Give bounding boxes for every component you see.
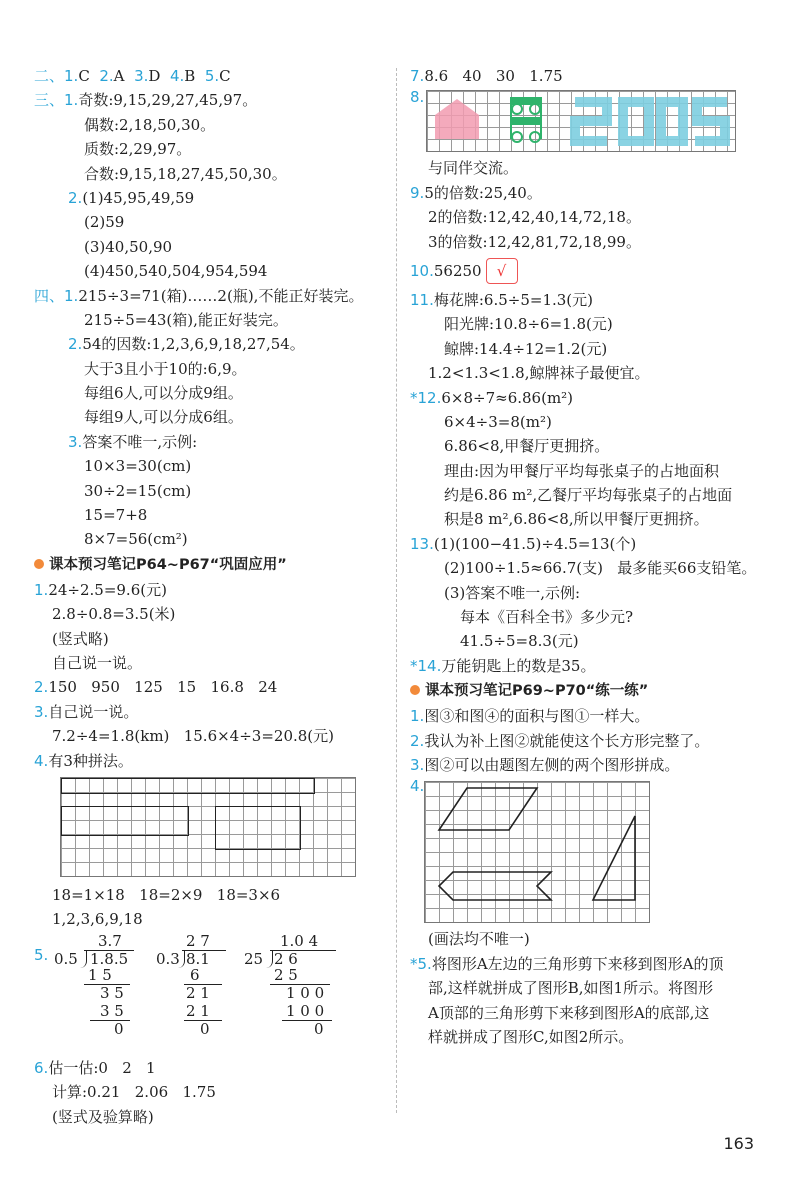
answer-line: 积是8 m²,6.86<8,所以甲餐厅更拥挤。 <box>444 510 709 529</box>
section-3-q2: 2.(1)45,95,49,59 <box>68 188 195 207</box>
answer-line: 3的倍数:12,42,81,72,18,99。 <box>428 232 641 251</box>
bullet-icon <box>410 685 420 695</box>
grid-shapes <box>425 782 649 922</box>
answer-line: (2)59 <box>84 213 125 232</box>
answer-line: 6.86<8,甲餐厅更拥挤。 <box>444 437 610 456</box>
house-shape <box>435 99 479 139</box>
problem-5: 5. 3.7 0.5 1.8.5 1 5 3 5 3 5 0 2 7 0.3 8.1 6 2 1 2 1 0 1.0 4 25 2 6 2 5 1 0 0 1 0 0 0 <box>34 932 389 1056</box>
bullet-icon <box>34 559 44 569</box>
digit-2 <box>575 102 607 141</box>
answer-line: 30÷2=15(cm) <box>84 481 192 500</box>
answer-line: 鲸牌:14.4÷12=1.2(元) <box>444 339 608 358</box>
answer-line: 与同伴交流。 <box>428 159 519 178</box>
car-wheel <box>530 132 540 142</box>
triangle-shape <box>593 816 635 900</box>
answer-line: 每组9人,可以分成6组。 <box>84 408 243 427</box>
column-divider <box>396 68 397 1113</box>
car-wheel <box>512 132 522 142</box>
section-4-q2: 2.54的因数:1,2,3,6,9,18,27,54。 <box>68 335 305 354</box>
section-2-answers: 二、1.C 2.A 3.D 4.B 5.C <box>34 67 231 85</box>
problem-2: 2.150 950 125 15 16.8 24 <box>34 678 278 697</box>
answer-line: 偶数:2,18,50,30。 <box>84 115 216 134</box>
answer-line: 6×4÷3=8(m²) <box>444 412 552 431</box>
digit-5 <box>695 102 727 141</box>
parallelogram-shape <box>439 788 537 830</box>
section-heading-p69: 课本预习笔记P69~P70“练一练” <box>410 678 780 704</box>
exercise-5: *5.将图形A左边的三角形剪下来移到图形A的顶 <box>410 954 724 973</box>
right-column <box>410 64 780 1049</box>
problem-7: 7.8.6 40 30 1.75 <box>410 67 563 85</box>
answer-line: 阳光牌:10.8÷6=1.8(元) <box>444 315 613 334</box>
answer-line: 18=1×18 18=2×9 18=3×6 <box>52 885 281 904</box>
answer-line: (3)答案不唯一,示例: <box>444 583 581 602</box>
section-3-q1: 三、1.奇数:9,15,29,27,45,97。 <box>34 91 258 110</box>
long-division-1: 3.7 0.5 1.8.5 1 5 3 5 3 5 0 <box>54 932 140 1056</box>
pattern-grid-figure <box>426 90 736 152</box>
long-division-2: 2 7 0.3 8.1 6 2 1 2 1 0 <box>156 932 236 1056</box>
answer-line: 10×3=30(cm) <box>84 457 192 476</box>
digit-shapes <box>575 102 727 141</box>
answer-line: (2)100÷1.5≈66.7(支) 最多能买66支铅笔。 <box>444 559 757 578</box>
answer-line: (3)40,50,90 <box>84 237 173 256</box>
answer-line: (画法均不唯一) <box>428 930 530 949</box>
answer-line: 计算:0.21 2.06 1.75 <box>52 1083 216 1102</box>
answer-line: 215÷5=43(箱),能正好装完。 <box>84 310 288 329</box>
answer-line: (竖式及验算略) <box>52 1107 154 1126</box>
digit-0 <box>623 102 649 141</box>
answer-line: 1,2,3,6,9,18 <box>52 910 143 929</box>
answer-line: 约是6.86 m²,乙餐厅平均每张桌子的占地面 <box>444 486 733 505</box>
tiling-grid-figure <box>60 777 356 877</box>
answer-line: 理由:因为甲餐厅平均每张桌子的占地面积 <box>444 461 720 480</box>
answer-line: 1.2<1.3<1.8,鲸牌袜子最便宜。 <box>428 364 650 383</box>
problem-11: 11.梅花牌:6.5÷5=1.3(元) <box>410 290 594 309</box>
exercise-2: 2.我认为补上图②就能使这个长方形完整了。 <box>410 731 710 750</box>
problem-9: 9.5的倍数:25,40。 <box>410 183 542 202</box>
answer-line: 自己说一说。 <box>52 653 143 672</box>
problem-1: 1.24÷2.5=9.6(元) <box>34 580 167 599</box>
answer-line: 样就拼成了图形C,如图2所示。 <box>428 1027 634 1046</box>
car-wheel <box>512 104 522 114</box>
answer-line: 质数:2,29,97。 <box>84 140 192 159</box>
problem-10: 10.56250 √ <box>410 254 780 288</box>
answer-line: A顶部的三角形剪下来移到图形A的底部,这 <box>428 1003 710 1022</box>
left-column <box>34 64 389 1129</box>
answer-line: (4)450,540,504,954,594 <box>84 262 268 281</box>
problem-12: *12.6×8÷7≈6.86(m²) <box>410 388 574 407</box>
digit-0 <box>661 102 683 141</box>
answer-line: 2的倍数:12,42,40,14,72,18。 <box>428 208 641 227</box>
problem-6: 6.估一估:0 2 1 <box>34 1058 156 1077</box>
exercise-4: 4. <box>410 777 780 927</box>
checkmark-icon: √ <box>486 258 518 284</box>
car-mid <box>511 117 541 125</box>
exercise-1: 1.图③和图④的面积与图①一样大。 <box>410 707 650 726</box>
answer-line: 2.8÷0.8=3.5(米) <box>52 605 176 624</box>
answer-line: 8×7=56(cm²) <box>84 530 188 549</box>
section-4-q1: 四、1.215÷3=71(箱)……2(瓶),不能正好装完。 <box>34 286 364 305</box>
answer-line: 合数:9,15,18,27,45,50,30。 <box>84 164 287 183</box>
rectangle-3x6 <box>215 806 301 850</box>
answer-line: 部,这样就拼成了图形B,如图1所示。将图形 <box>428 979 714 998</box>
problem-14: *14.万能钥匙上的数是35。 <box>410 656 596 675</box>
exercise-3: 3.图②可以由题图左侧的两个图形拼成。 <box>410 755 680 774</box>
rectangle-1x18 <box>61 778 315 794</box>
problem-8: 8. <box>410 88 780 156</box>
grid-drawings <box>427 91 735 151</box>
answer-line: 41.5÷5=8.3(元) <box>460 632 579 651</box>
arrow-shape <box>439 872 551 900</box>
problem-13: 13.(1)(100−41.5)÷4.5=13(个) <box>410 534 637 553</box>
section-4-q3: 3.答案不唯一,示例: <box>68 432 198 451</box>
answer-line: 15=7+8 <box>84 506 148 525</box>
shape-grid-figure <box>424 781 650 923</box>
rectangle-2x9 <box>61 806 189 836</box>
answer-line: 大于3且小于10的:6,9。 <box>84 359 247 378</box>
answer-line: (竖式略) <box>52 629 109 648</box>
car-wheel <box>530 104 540 114</box>
problem-4: 4.有3种拼法。 <box>34 751 133 770</box>
long-division-3: 1.0 4 25 2 6 2 5 1 0 0 1 0 0 0 <box>244 932 344 1056</box>
page-number: 163 <box>723 1134 754 1153</box>
section-heading-p64: 课本预习笔记P64~P67“巩固应用” <box>34 552 389 578</box>
answer-line: 7.2÷4=1.8(km) 15.6×4÷3=20.8(元) <box>52 727 335 746</box>
answer-line: 每组6人,可以分成9组。 <box>84 384 243 403</box>
problem-3: 3.自己说一说。 <box>34 702 139 721</box>
answer-line: 每本《百科全书》多少元? <box>460 608 634 627</box>
